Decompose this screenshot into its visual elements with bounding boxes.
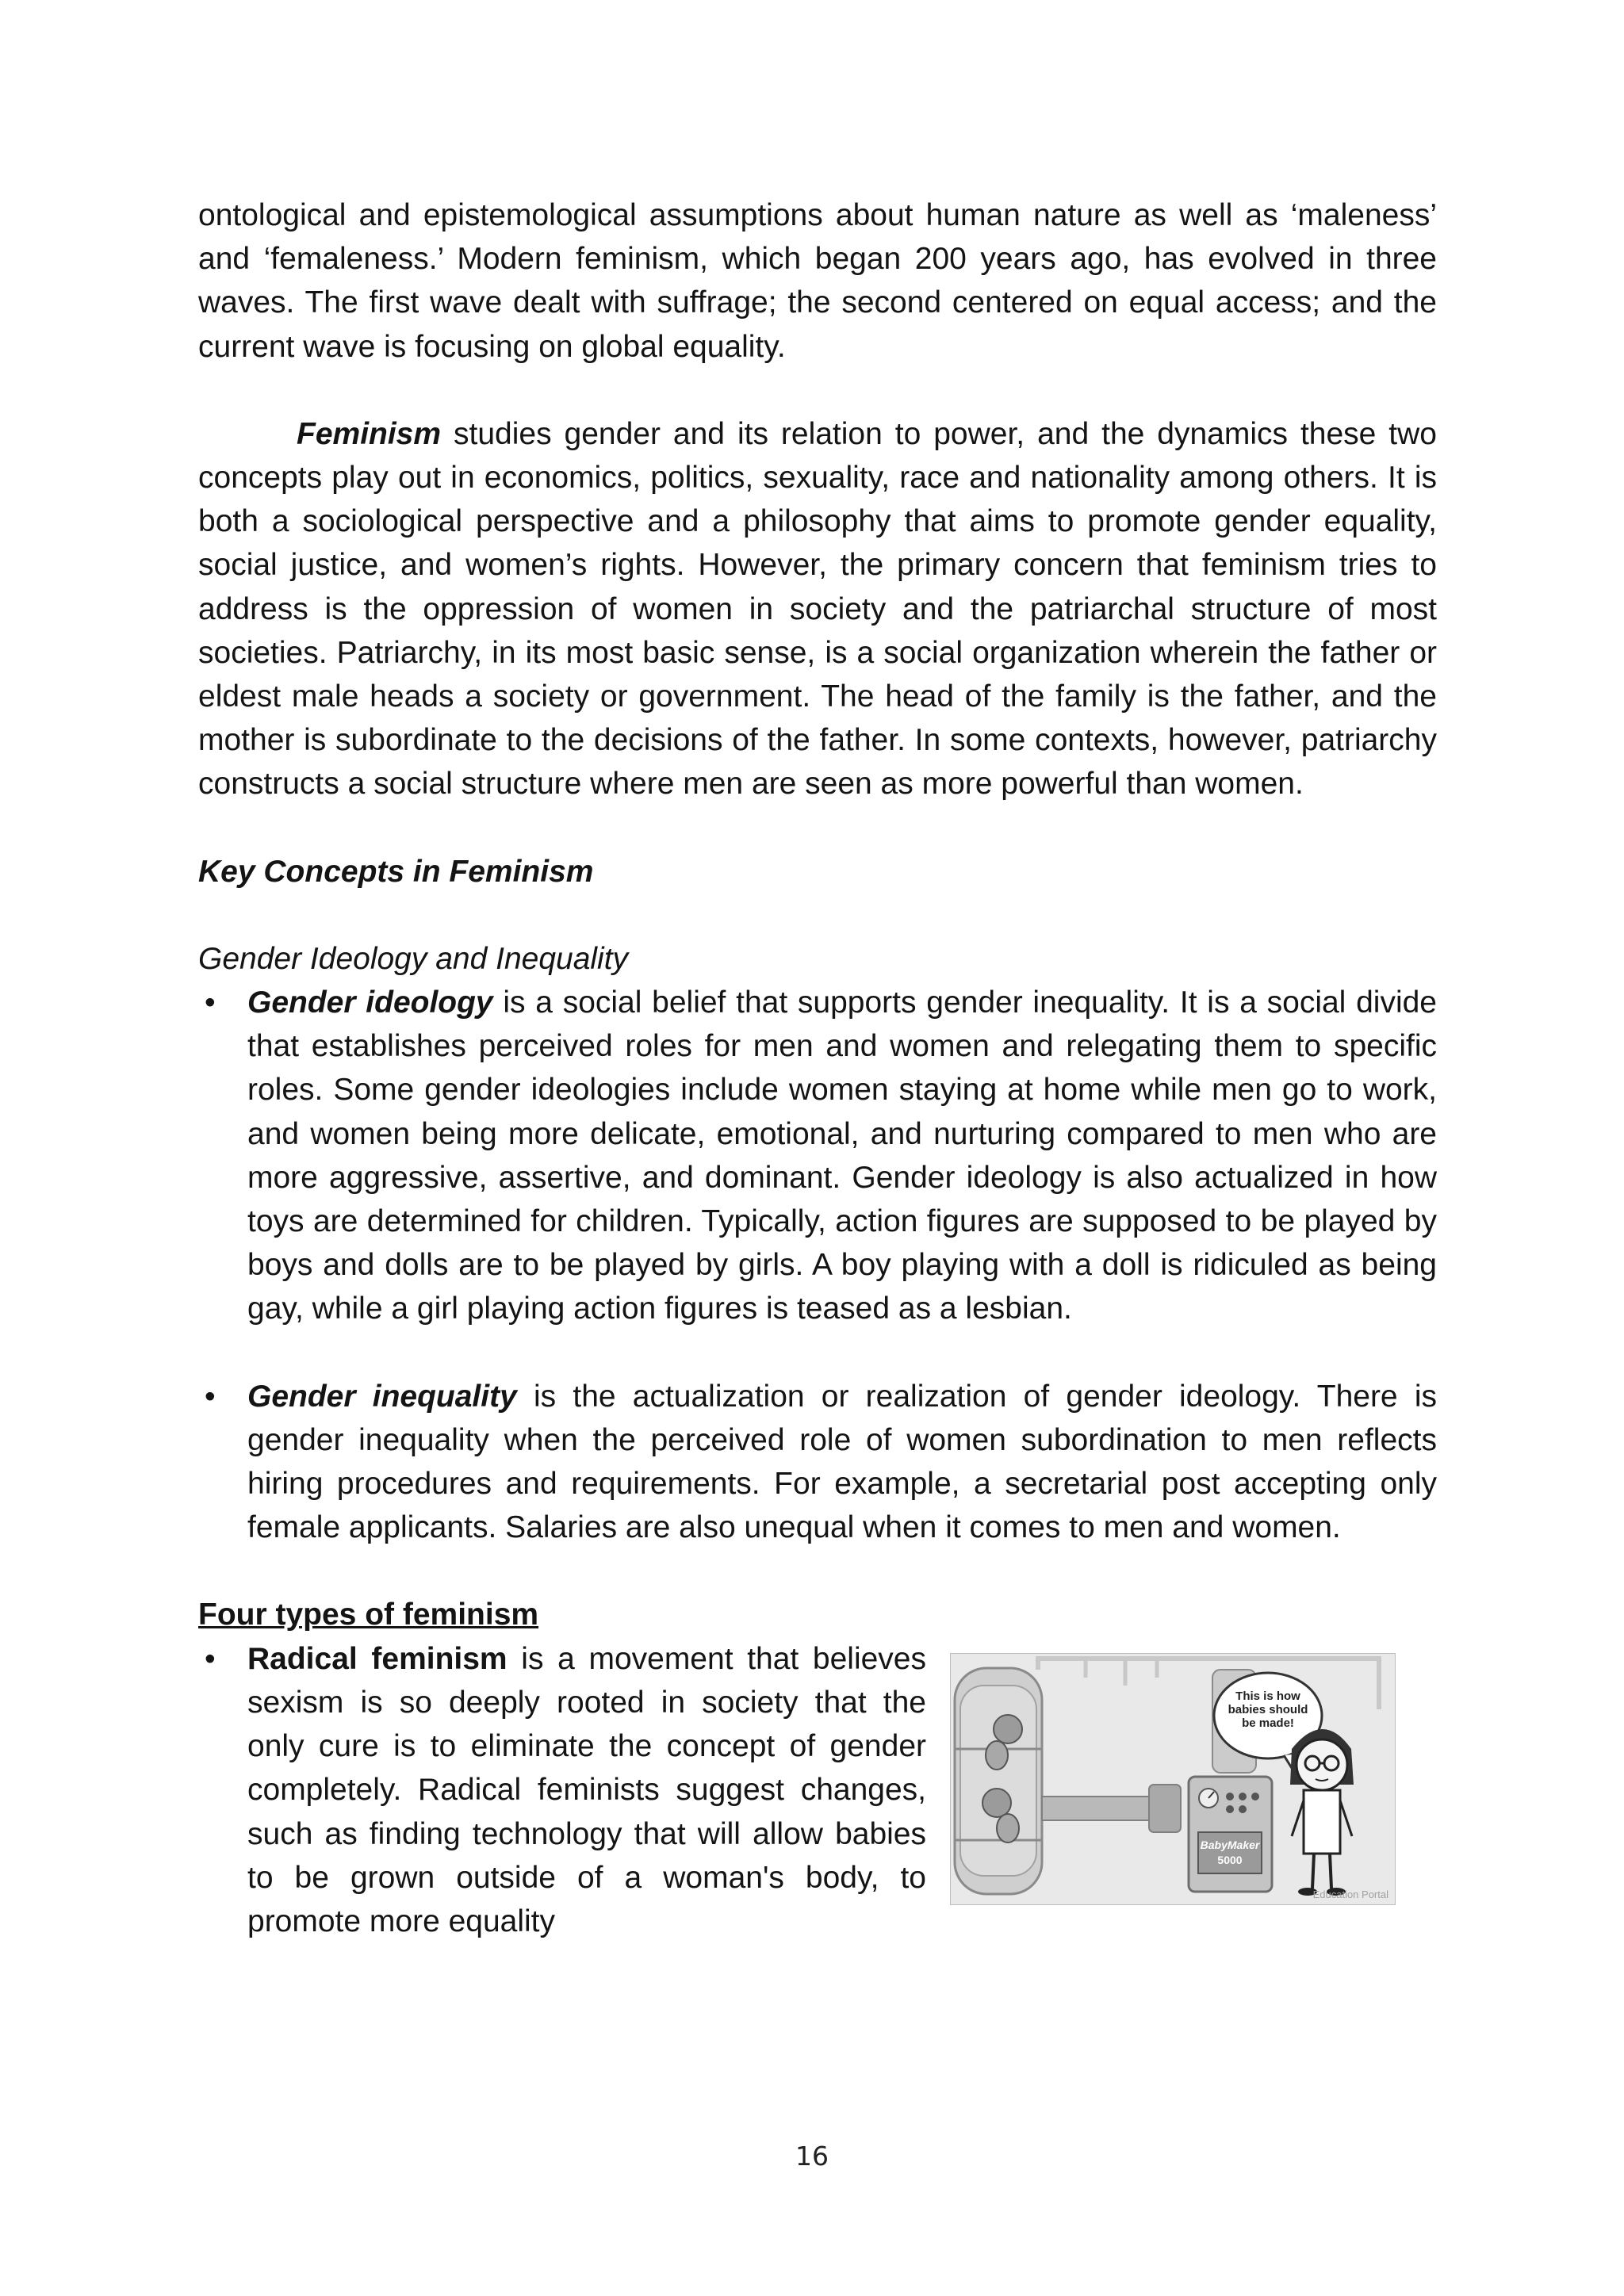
page-number: 16 — [795, 2141, 829, 2172]
key-concepts-list — [198, 981, 1437, 1549]
radical-feminism-block — [198, 1637, 1437, 1946]
spacer — [198, 1549, 1437, 1593]
feminism-paragraph — [198, 412, 1437, 806]
feminism-definition: studies gender and its relation to power, and the dynamics these two concepts play out in economics, politics, sexuality, race and nationality among others. It is both a sociological perspective and a philosophy that aims to promote gender equality, social justice, and women’s rights. However, the primary concern that feminism tries to address is the oppression of women in society and the patriarchal structure of most societies. Patriarchy, in its most basic sense, is a social organization wherein the father or eldest male heads a society or government. The head of the family is the father, and the mother is subordinate to the decisions of the father. In some contexts, however, patriarchy constructs a social structure where men are seen as more powerful than women. — [198, 416, 1437, 802]
four-types-list — [198, 1637, 926, 1943]
intro-paragraph: ontological and epistemological assumptions about human nature as well as ‘maleness’ and ‘femaleness.’ Modern feminism, which began 200 years ago, has evolved in three waves. The first wave dealt with suffrage; the second centered on equal access; and the current wave is focusing on global equality. — [198, 198, 1437, 364]
radical-feminism-text — [247, 1637, 926, 1943]
machine-label-2: 5000 — [1217, 1853, 1243, 1866]
gender-inequality-text — [247, 1375, 1437, 1550]
spacer — [198, 806, 1437, 850]
list-item — [198, 1375, 1437, 1550]
watermark: Education Portal — [1312, 1888, 1388, 1900]
radical-feminism-term: Radical feminism — [247, 1641, 508, 1676]
baby-head — [994, 1715, 1022, 1743]
babymaker-illustration — [950, 1653, 1396, 1905]
speech-text: This is how babies should be made! — [1228, 1689, 1308, 1730]
machine-label-1: BabyMaker — [1200, 1838, 1260, 1851]
spacer — [198, 369, 1437, 412]
list-item — [198, 1637, 926, 1943]
radical-feminism-definition: is a movement that believes sexism is so deeply rooted in society that the only cure is to eliminate the concept of gender completely. Radical feminists suggest changes, such as finding technology that will allow babies to be grown outside of a woman's body, to promote more equality — [247, 1641, 926, 1938]
page-body — [198, 193, 1437, 1946]
bullet-icon: • — [205, 1641, 216, 1676]
gender-ideology-subheading: Gender Ideology and Inequality — [198, 941, 629, 976]
gender-ideology-term: Gender ideology — [247, 985, 493, 1020]
bullet-icon: • — [205, 985, 216, 1020]
baby-head — [982, 1789, 1011, 1817]
babymaker-cartoon — [951, 1654, 1395, 1904]
bullet-icon: • — [205, 1379, 216, 1414]
feminism-term: Feminism — [297, 416, 442, 451]
gender-inequality-definition: is the actualization or realization of gender ideology. There is gender inequality when the perceived role of women subordination to men reflects hiring procedures and requirements. For example, a secretarial post accepting only female applicants. Salaries are also unequal when it comes to men and women. — [247, 1379, 1437, 1545]
gender-inequality-term: Gender inequality — [247, 1379, 517, 1414]
four-types-heading: Four types of feminism — [198, 1598, 539, 1632]
gender-ideology-definition: is a social belief that supports gender inequality. It is a social divide that establishes perceived roles for men and women and relegating them to specific roles. Some gender ideologies include women staying at home while men go to work, and women being more delicate, emotional, and nurturing compared to men who are more aggressive, assertive, and dominant. Gender ideology is also actualized in how toys are determined for children. Typically, action figures are supposed to be played by boys and dolls are to be played by girls. A boy playing with a doll is ridiculed as being gay, while a girl playing action figures is teased as a lesbian. — [247, 985, 1437, 1326]
spacer — [198, 894, 1437, 937]
list-item — [198, 981, 1437, 1331]
key-concepts-heading: Key Concepts in Feminism — [198, 854, 594, 889]
gender-ideology-text — [247, 981, 1437, 1331]
